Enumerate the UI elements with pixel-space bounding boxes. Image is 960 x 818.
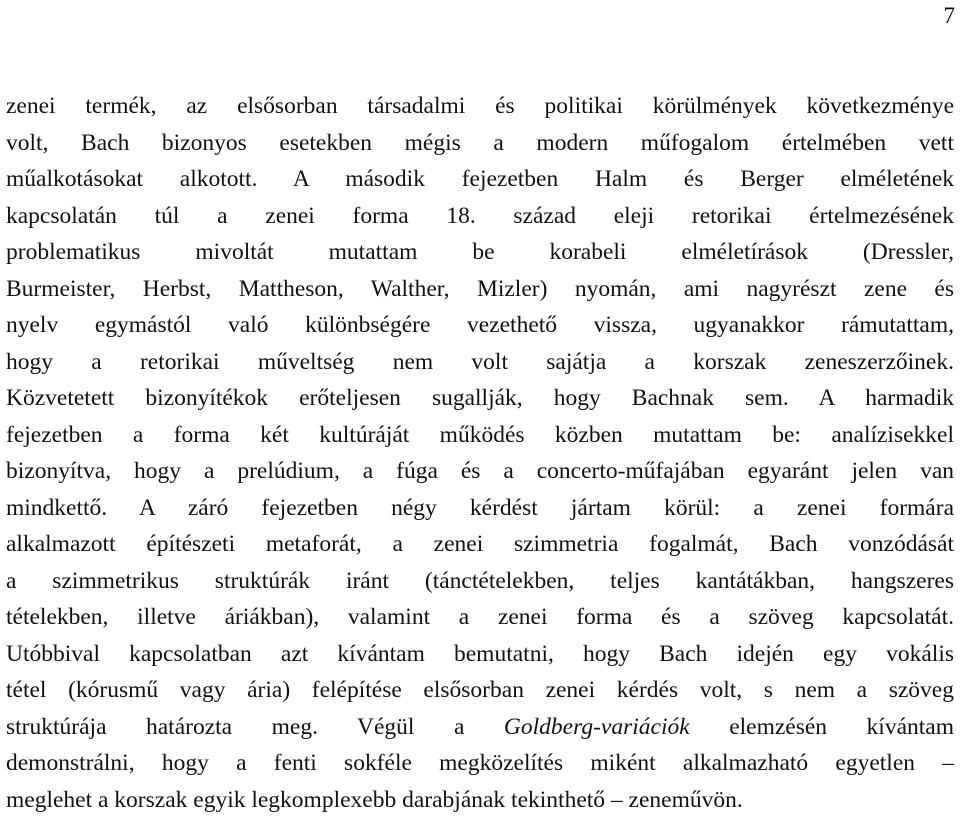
- text-line: tételekben, illetve áriákban), valamint a zenei forma és a szöveg kapcsolatát.: [6, 599, 954, 636]
- text-line: kapcsolatán túl a zenei forma 18. század eleji retorikai értelmezésének: [6, 198, 954, 235]
- text-line: Utóbbival kapcsolatban azt kívántam bemutatni, hogy Bach idején egy vokális: [6, 636, 954, 673]
- text-line: problematikus mivoltát mutattam be korabeli elméletírások (Dressler,: [6, 234, 954, 271]
- text-line: alkalmazott építészeti metaforát, a zenei szimmetria fogalmát, Bach vonzódását: [6, 526, 954, 563]
- text-line-with-title: [6, 709, 954, 746]
- text-line: Burmeister, Herbst, Mattheson, Walther, Mizler) nyomán, ami nagyrészt zene és: [6, 271, 954, 308]
- body-paragraph: [6, 88, 954, 818]
- text-line: demonstrálni, hogy a fenti sokféle megközelítés miként alkalmazható egyetlen –: [6, 745, 954, 782]
- text-line: Közvetetett bizonyítékok erőteljesen sugallják, hogy Bachnak sem. A harmadik: [6, 380, 954, 417]
- text-line: nyelv egymástól való különbségére vezethető vissza, ugyanakkor rámutattam,: [6, 307, 954, 344]
- text-segment: elemzésén kívántam: [690, 714, 954, 740]
- text-line: hogy a retorikai műveltség nem volt sajátja a korszak zeneszerzőinek.: [6, 344, 954, 381]
- text-line: bizonyítva, hogy a prelúdium, a fúga és a concerto-műfajában egyaránt jelen van: [6, 453, 954, 490]
- text-line: fejezetben a forma két kultúráját működés közben mutattam be: analízisekkel: [6, 417, 954, 454]
- work-title: Goldberg-variációk: [504, 714, 690, 740]
- text-line: volt, Bach bizonyos esetekben mégis a modern műfogalom értelmében vett: [6, 125, 954, 162]
- page-number: 7: [944, 2, 956, 30]
- text-line: műalkotásokat alkotott. A második fejezetben Halm és Berger elméletének: [6, 161, 954, 198]
- text-line: mindkettő. A záró fejezetben négy kérdést jártam körül: a zenei formára: [6, 490, 954, 527]
- text-line: zenei termék, az elsősorban társadalmi és politikai körülmények következménye: [6, 88, 954, 125]
- text-segment: struktúrája határozta meg. Végül a: [6, 714, 504, 740]
- text-line: meglehet a korszak egyik legkomplexebb darabjának tekinthető – zeneművön.: [6, 782, 954, 818]
- text-line: a szimmetrikus struktúrák iránt (tánctételekben, teljes kantátákban, hangszeres: [6, 563, 954, 600]
- text-line: tétel (kórusmű vagy ária) felépítése elsősorban zenei kérdés volt, s nem a szöveg: [6, 672, 954, 709]
